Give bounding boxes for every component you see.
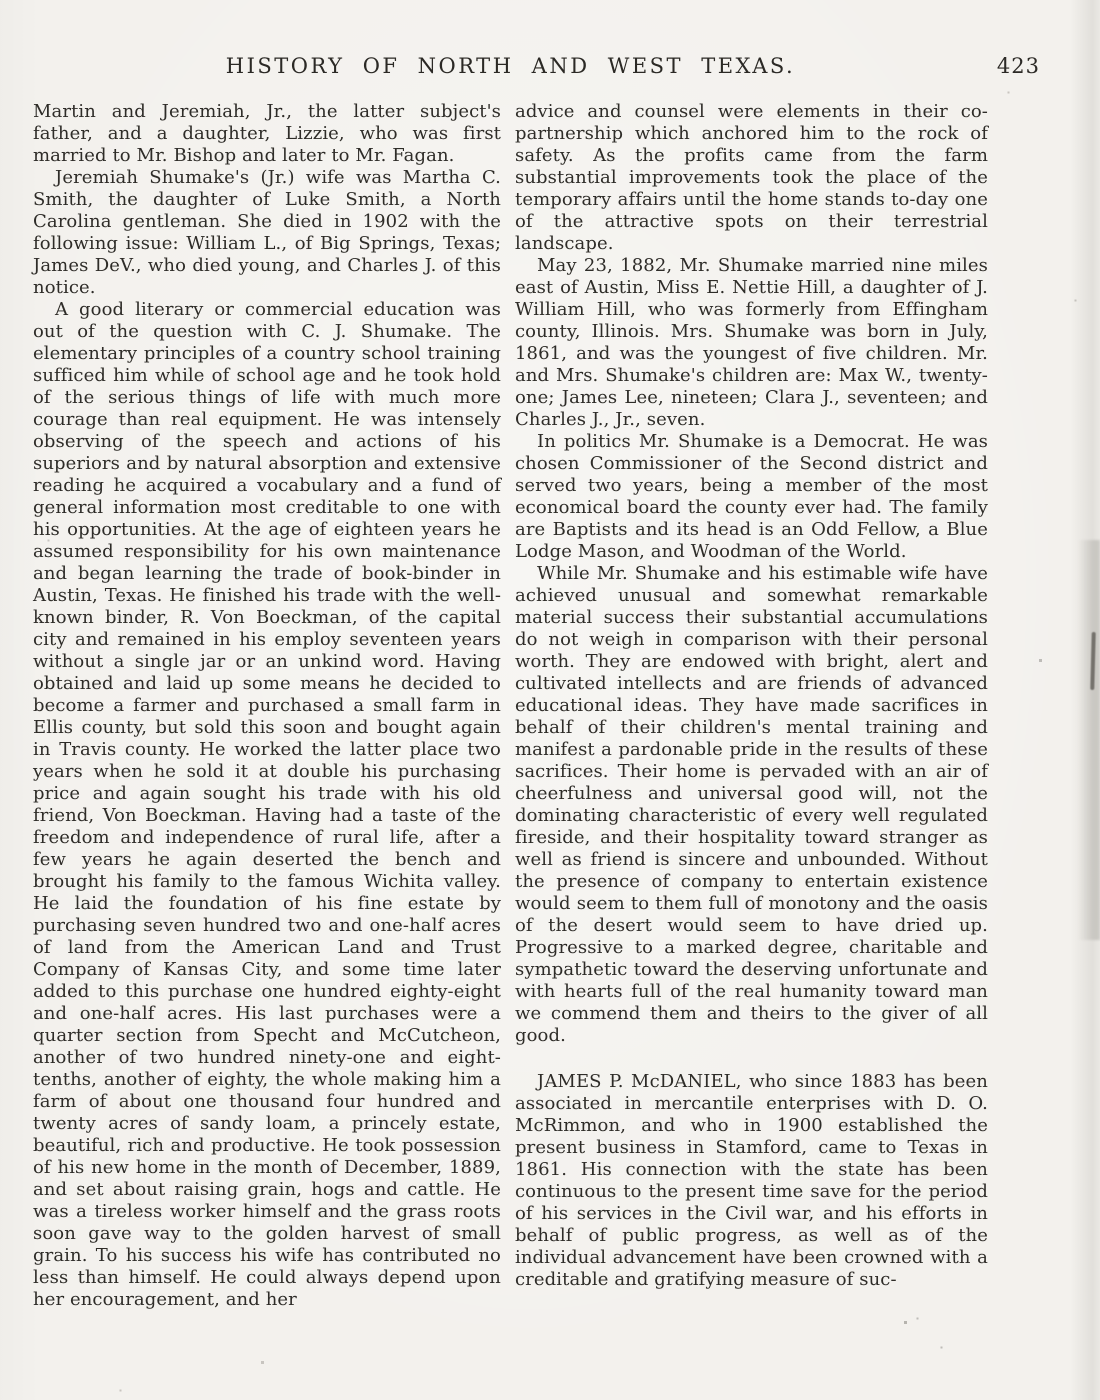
paragraph-continuation-prev-page: Martin and Jeremiah, Jr., the latter subject's father, and a daughter, Lizzie, who was first married to Mr. Bishop and later to Mr. Fagan.: [33, 101, 501, 166]
paragraph: While Mr. Shumake and his estimable wife have achieved unusual and somewhat remarkable material success their substantial accumulations do not weigh in comparison with their personal worth. They are endowed with bright, alert and cultivated intellects and are friends of advanced educational ideas. They have made sacrifices in behalf of their children's mental training and manifest a pardonable pride in the results of these sacrifices. Their home is pervaded with an air of cheerfulness and universal good will, not the dominating characteristic of every well regulated fireside, and their hospitality toward stranger as well as friend is sincere and unbounded. Without the presence of company to entertain existence would seem to them full of monotony and the oasis of the desert would seem to have dried up. Progressive to a marked degree, charitable and sympathetic toward the deserving unfortunate and with hearts full of the real humanity toward man we commend them and theirs to the giver of all good.: [515, 563, 988, 1046]
paragraph: A good literary or commercial education was out of the question with C. J. Shumake. The elementary principles of a country school training sufficed him while of school age and he took hold of the serious things of life with much more courage than real equipment. He was intensely observing of the speech and actions of his superiors and by natural absorption and extensive reading he acquired a vocabulary and a fund of general information most creditable to one with his opportunities. At the age of eighteen years he assumed responsibility for his own maintenance and began learning the trade of book-binder in Austin, Texas. He finished his trade with the well-known binder, R. Von Boeckman, of the capital city and remained in his employ seventeen years without a single jar or an unkind word. Having obtained and laid up some means he decided to become a farmer and purchased a small farm in Ellis county, but sold this soon and bought again in Travis county. He worked the latter place two years when he sold it at double his purchasing price and again sought his trade with his old friend, Von Boeckman. Having had a taste of the freedom and independence of rural life, after a few years he again deserted the bench and brought his family to the famous Wichita valley. He laid the foundation of his fine estate by purchasing seven hundred two and one-half acres of land from the American Land and Trust Company of Kansas City, and some time later added to this purchase one hundred eighty-eight and one-half acres. His last purchases were a quarter section from Specht and McCutcheon, another of two hundred ninety-one and eight-tenths, another of eighty, the whole making him a farm of about one thousand four hundred and twenty acres of sandy loam, a princely estate, beautiful, rich and productive. He took possession of his new home in the month of December, 1889, and set about raising grain, hogs and cattle. He was a tireless worker himself and the grass roots soon gave way to the golden harvest of small grain. To his success his wife has contributed no less than himself. He could always depend upon her encouragement, and her: [33, 299, 501, 1310]
page-edge-shadow-dark: [1078, 540, 1100, 940]
left-column: [33, 101, 501, 1311]
paragraph: May 23, 1882, Mr. Shumake married nine miles east of Austin, Miss E. Nettie Hill, a daughter of J. William Hill, who was formerly from Effingham county, Illinois. Mrs. Shumake was born in July, 1861, and was the youngest of five children. Mr. and Mrs. Shumake's children are: Max W., twenty-one; James Lee, nineteen; Clara J., seventeen; and Charles J., Jr., seven.: [515, 255, 988, 430]
scan-specks: [0, 0, 1, 1]
text-columns: [33, 101, 988, 1311]
running-head: [33, 54, 988, 78]
page-number: 423: [996, 54, 1040, 78]
paragraph: Jeremiah Shumake's (Jr.) wife was Martha C. Smith, the daughter of Luke Smith, a North Carolina gentleman. She died in 1902 with the following issue: William L., of Big Springs, Texas; James DeV., who died young, and Charles J. of this notice.: [33, 167, 501, 298]
paragraph-new-biography-entry: JAMES P. McDANIEL, who since 1883 has been associated in mercantile enterprises with D. O. McRimmon, and who in 1900 established the present business in Stamford, came to Texas in 1861. His connection with the state has been continuous to the present time save for the period of his services in the Civil war, and his efforts in behalf of public progress, as well as of the individual advancement have been crowned with a creditable and gratifying measure of suc-: [515, 1071, 988, 1290]
right-column: [515, 101, 988, 1311]
paragraph: In politics Mr. Shumake is a Democrat. He was chosen Commissioner of the Second district and served two years, being a member of the most economical board the county ever had. The family are Baptists and its head is an Odd Fellow, a Blue Lodge Mason, and Woodman of the World.: [515, 431, 988, 562]
paragraph-continuation-left-column: advice and counsel were elements in their co-partnership which anchored him to the rock of safety. As the profits came from the farm substantial improvements took the place of the temporary affairs until the home stands to-day one of the attractive spots on their terrestrial landscape.: [515, 101, 988, 254]
page-title: HISTORY OF NORTH AND WEST TEXAS.: [225, 54, 796, 78]
